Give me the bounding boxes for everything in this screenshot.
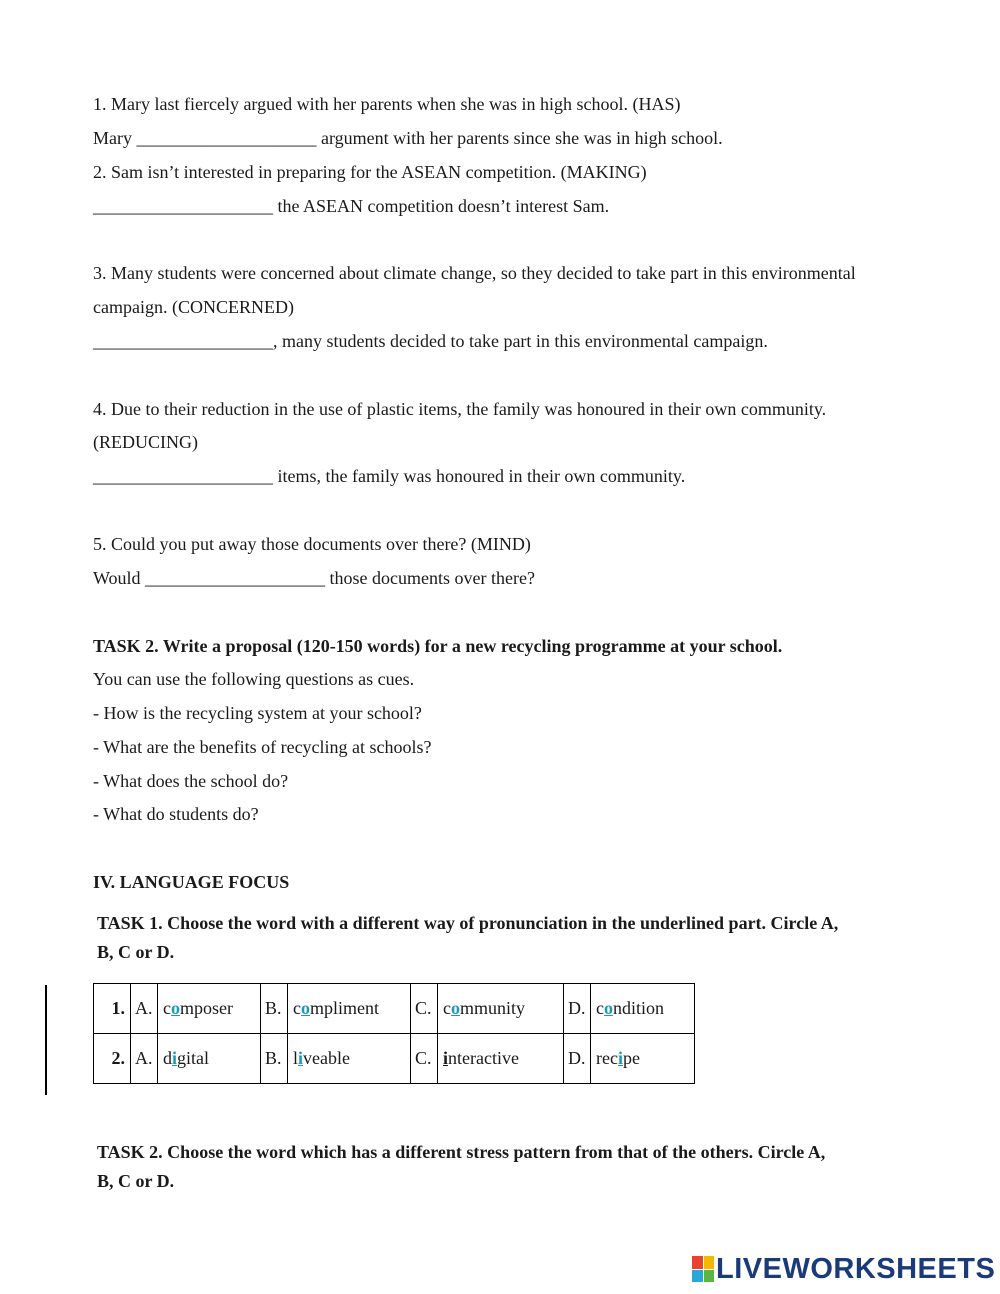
underlined-part: i xyxy=(298,1048,304,1068)
pronunciation-table xyxy=(93,983,695,1084)
question-5-answer-line[interactable]: Would ____________________ those documents over there? xyxy=(93,568,535,588)
option-word[interactable]: compliment xyxy=(288,984,411,1034)
logo-square xyxy=(692,1270,703,1283)
option-letter[interactable]: D. xyxy=(564,984,591,1034)
question-4-prompt-line-2: (REDUCING) xyxy=(93,432,198,452)
table-row xyxy=(94,1034,695,1084)
question-3-answer-line[interactable]: ____________________, many students decided to take part in this environmental campaign. xyxy=(93,331,768,351)
underlined-part: o xyxy=(301,998,310,1018)
pronunciation-task-heading-line-2: B, C or D. xyxy=(97,942,175,962)
row-number: 2. xyxy=(94,1034,131,1084)
logo-square xyxy=(704,1270,715,1283)
question-3-prompt-line-1: 3. Many students were concerned about climate change, so they decided to take part in this environmental xyxy=(93,263,856,283)
option-letter[interactable]: B. xyxy=(261,1034,288,1084)
underlined-part: o xyxy=(604,998,613,1018)
option-word[interactable]: liveable xyxy=(288,1034,411,1084)
option-letter[interactable]: A. xyxy=(131,1034,158,1084)
question-4-answer-line[interactable]: ____________________ items, the family was honoured in their own community. xyxy=(93,466,686,486)
logo-mark-icon xyxy=(692,1256,714,1282)
option-word[interactable]: recipe xyxy=(591,1034,695,1084)
question-2-answer-line[interactable]: ____________________ the ASEAN competition doesn’t interest Sam. xyxy=(93,196,610,216)
section-title: IV. LANGUAGE FOCUS xyxy=(93,872,290,892)
logo-square xyxy=(692,1256,703,1269)
underlined-part: i xyxy=(443,1048,449,1068)
stress-task-heading-line-1: TASK 2. Choose the word which has a different stress pattern from that of the others. Circle A, xyxy=(97,1142,826,1162)
writing-task-heading: TASK 2. Write a proposal (120-150 words) for a new recycling programme at your school. xyxy=(93,636,783,656)
writing-cue: - What do students do? xyxy=(93,804,259,824)
question-3-prompt-line-2: campaign. (CONCERNED) xyxy=(93,297,294,317)
question-1-answer-line[interactable]: Mary ____________________ argument with her parents since she was in high school. xyxy=(93,128,723,148)
logo-square xyxy=(704,1256,715,1269)
option-letter[interactable]: C. xyxy=(411,984,438,1034)
question-2-prompt: 2. Sam isn’t interested in preparing for the ASEAN competition. (MAKING) xyxy=(93,162,647,182)
pronunciation-task-heading-line-1: TASK 1. Choose the word with a different way of pronunciation in the underlined part. Circle A, xyxy=(97,913,839,933)
writing-cue: - What are the benefits of recycling at schools? xyxy=(93,737,432,757)
stress-task-heading-line-2: B, C or D. xyxy=(97,1171,175,1191)
question-1-prompt: 1. Mary last fiercely argued with her parents when she was in high school. (HAS) xyxy=(93,94,681,114)
option-word[interactable]: condition xyxy=(591,984,695,1034)
liveworksheets-logo xyxy=(692,1252,995,1286)
question-4-prompt-line-1: 4. Due to their reduction in the use of plastic items, the family was honoured in their own community. xyxy=(93,399,827,419)
margin-bar xyxy=(45,985,47,1095)
row-number: 1. xyxy=(94,984,131,1034)
underlined-part: i xyxy=(617,1048,623,1068)
underlined-part: o xyxy=(451,998,460,1018)
question-5-prompt: 5. Could you put away those documents over there? (MIND) xyxy=(93,534,531,554)
option-letter[interactable]: C. xyxy=(411,1034,438,1084)
option-word[interactable]: interactive xyxy=(438,1034,564,1084)
option-letter[interactable]: B. xyxy=(261,984,288,1034)
table-row xyxy=(94,984,695,1034)
option-word[interactable]: digital xyxy=(158,1034,261,1084)
logo-text: LIVEWORKSHEETS xyxy=(716,1252,996,1285)
writing-task-intro: You can use the following questions as cues. xyxy=(93,669,415,689)
option-letter[interactable]: A. xyxy=(131,984,158,1034)
writing-cue: - How is the recycling system at your school? xyxy=(93,703,422,723)
writing-cue: - What does the school do? xyxy=(93,771,289,791)
option-word[interactable]: composer xyxy=(158,984,261,1034)
underlined-part: o xyxy=(171,998,180,1018)
option-letter[interactable]: D. xyxy=(564,1034,591,1084)
underlined-part: i xyxy=(172,1048,178,1068)
option-word[interactable]: community xyxy=(438,984,564,1034)
